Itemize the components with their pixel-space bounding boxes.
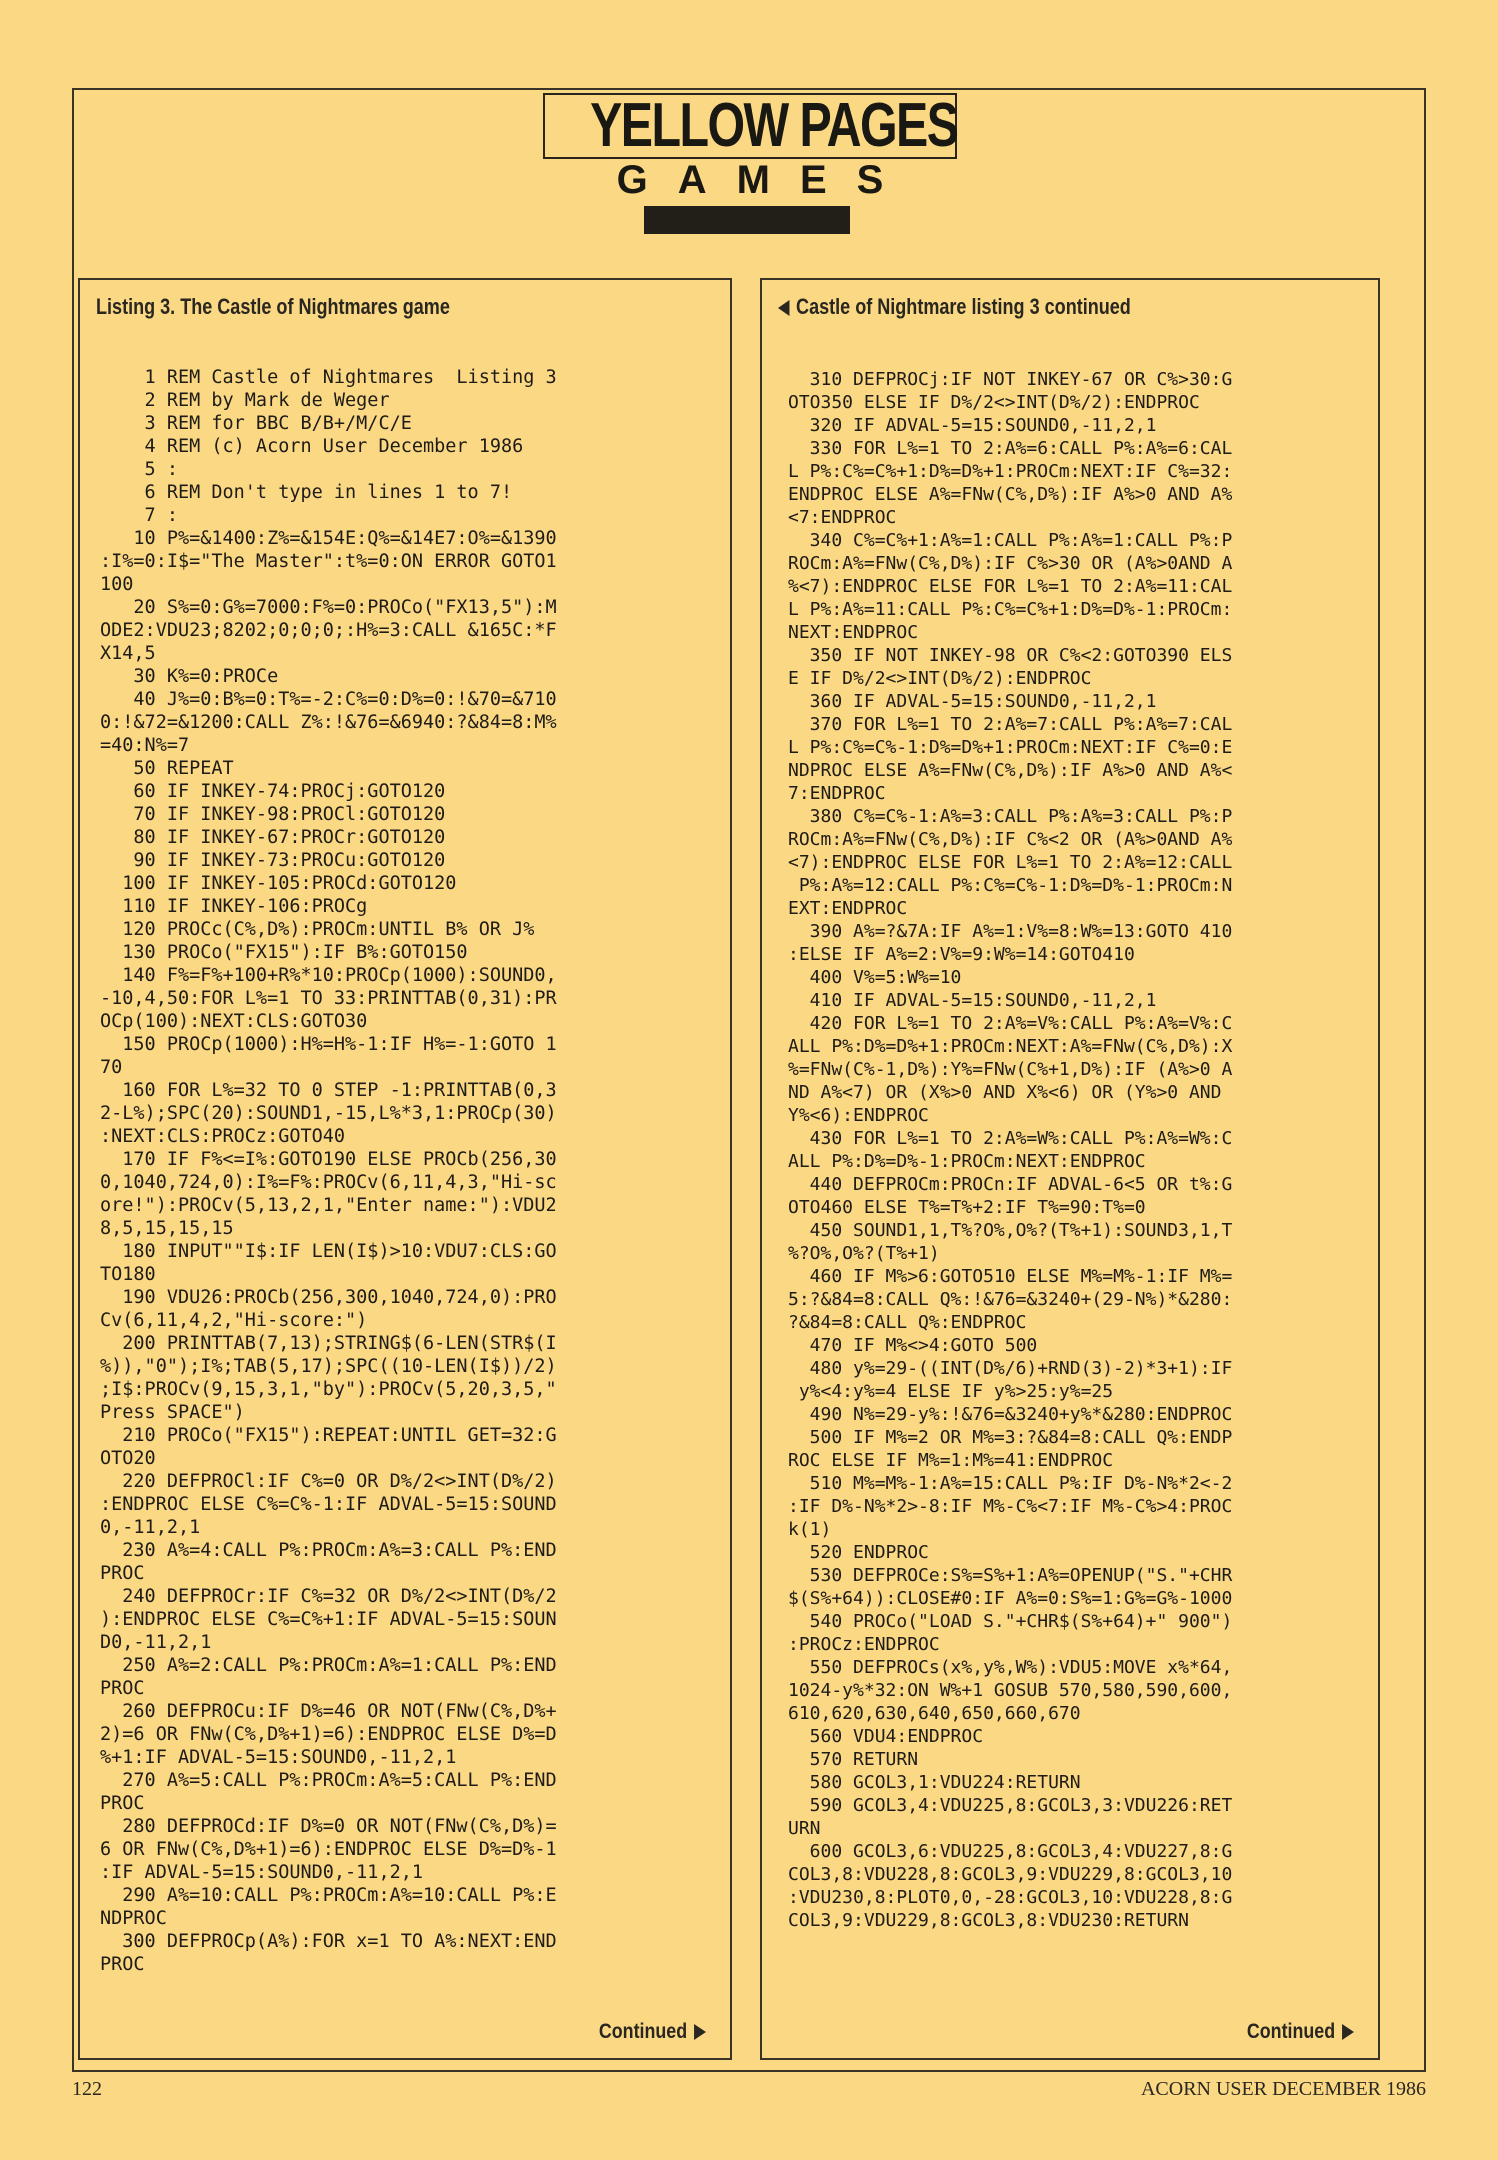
listing-continued-title bbox=[778, 294, 1131, 320]
arrow-left-icon bbox=[778, 300, 789, 316]
continued-label bbox=[1247, 2020, 1354, 2044]
continued-text: Continued bbox=[599, 2020, 688, 2043]
arrow-right-icon bbox=[694, 2024, 706, 2040]
listing-title: Listing 3. The Castle of Nightmares game bbox=[96, 294, 450, 319]
magazine-footer: ACORN USER DECEMBER 1986 bbox=[1140, 2078, 1426, 2100]
continued-label bbox=[599, 2020, 706, 2044]
code-listing-continued: 310 DEFPROCj:IF NOT INKEY-67 OR C%>30:G OTO350 ELSE IF D%/2<>INT(D%/2):ENDPROC 320 IF ADVAL-5=15:SOUND0,-11,2,1 330 FOR L%=1 TO 2:A%=6:CALL P%:A%=6:CAL L P%:C%=C%+1:D%=D%+1:PROCm:NEXT:IF C%=32: ENDPROC ELSE A%=FNw(C%,D%):IF A%>0 AND A% <7:ENDPROC 340 C%=C%+1:A%=1:CALL P%:A%=1:CALL P%:P ROCm:A%=FNw(C%,D%):IF C%>30 OR (A%>0AND A %<7):ENDPROC ELSE FOR L%=1 TO 2:A%=11:CAL L P%:A%=11:CALL P%:C%=C%+1:D%=D%-1:PROCm: NEXT:ENDPROC 350 IF NOT INKEY-98 OR C%<2:GOTO390 ELS E IF D%/2<>INT(D%/2):ENDPROC 360 IF ADVAL-5=15:SOUND0,-11,2,1 370 FOR L%=1 TO 2:A%=7:CALL P%:A%=7:CAL L P%:C%=C%-1:D%=D%+1:PROCm:NEXT:IF C%=0:E NDPROC ELSE A%=FNw(C%,D%):IF A%>0 AND A%< 7:ENDPROC 380 C%=C%-1:A%=3:CALL P%:A%=3:CALL P%:P ROCm:A%=FNw(C%,D%):IF C%<2 OR (A%>0AND A% <7):ENDPROC ELSE FOR L%=1 TO 2:A%=12:CALL P%:A%=12:CALL P%:C%=C%-1:D%=D%-1:PROCm:N EXT:ENDPROC 390 A%=?&7A:IF A%=1:V%=8:W%=13:GOTO 410 :ELSE IF A%=2:V%=9:W%=14:GOTO410 400 V%=5:W%=10 410 IF ADVAL-5=15:SOUND0,-11,2,1 420 FOR L%=1 TO 2:A%=V%:CALL P%:A%=V%:C ALL P%:D%=D%+1:PROCm:NEXT:A%=FNw(C%,D%):X %=FNw(C%-1,D%):Y%=FNw(C%+1,D%):IF (A%>0 A ND A%<7) OR (X%>0 AND X%<6) OR (Y%>0 AND Y%<6):ENDPROC 430 FOR L%=1 TO 2:A%=W%:CALL P%:A%=W%:C ALL P%:D%=D%-1:PROCm:NEXT:ENDPROC 440 DEFPROCm:PROCn:IF ADVAL-6<5 OR t%:G OTO460 ELSE T%=T%+2:IF T%=90:T%=0 450 SOUND1,1,T%?O%,O%?(T%+1):SOUND3,1,T %?O%,O%?(T%+1) 460 IF M%>6:GOTO510 ELSE M%=M%-1:IF M%= 5:?&84=8:CALL Q%:!&76=&3240+(29-N%)*&280: ?&84=8:CALL Q%:ENDPROC 470 IF M%<>4:GOTO 500 480 y%=29-((INT(D%/6)+RND(3)-2)*3+1):IF y%<4:y%=4 ELSE IF y%>25:y%=25 490 N%=29-y%:!&76=&3240+y%*&280:ENDPROC 500 IF M%=2 OR M%=3:?&84=8:CALL Q%:ENDP ROC ELSE IF M%=1:M%=41:ENDPROC 510 M%=M%-1:A%=15:CALL P%:IF D%-N%*2<-2 :IF D%-N%*2>-8:IF M%-C%<7:IF M%-C%>4:PROC k(1) 520 ENDPROC 530 DEFPROCe:S%=S%+1:A%=OPENUP("S."+CHR $(S%+64)):CLOSE#0:IF A%=0:S%=1:G%=G%-1000 540 PROCo("LOAD S."+CHR$(S%+64)+" 900") :PROCz:ENDPROC 550 DEFPROCs(x%,y%,W%):VDU5:MOVE x%*64, 1024-y%*32:ON W%+1 GOSUB 570,580,590,600, 610,620,630,640,650,660,670 560 VDU4:ENDPROC 570 RETURN 580 GCOL3,1:VDU224:RETURN 590 GCOL3,4:VDU225,8:GCOL3,3:VDU226:RET URN 600 GCOL3,6:VDU225,8:GCOL3,4:VDU227,8:G COL3,8:VDU228,8:GCOL3,9:VDU229,8:GCOL3,10 :VDU230,8:PLOT0,0,-28:GCOL3,10:VDU228,8:G COL3,9:VDU229,8:GCOL3,8:VDU230:RETURN bbox=[788, 369, 1233, 1931]
listing-left-column bbox=[78, 278, 732, 2060]
masthead bbox=[543, 93, 957, 159]
listing-continued-title-text: Castle of Nightmare listing 3 continued bbox=[796, 294, 1131, 319]
section-label: GAMES bbox=[616, 158, 914, 202]
arrow-right-icon bbox=[1342, 2024, 1354, 2040]
listing-right-column bbox=[760, 278, 1380, 2060]
masthead-bar bbox=[644, 206, 850, 234]
code-listing: 1 REM Castle of Nightmares Listing 3 2 REM by Mark de Weger 3 REM for BBC B/B+/M/C/E 4 REM (c) Acorn User December 1986 5 : 6 REM Don't type in lines 1 to 7! 7 : 10 P%=&1400:Z%=&154E:Q%=&14E7:O%=&1390 :I%=0:I$="The Master":t%=0:ON ERROR GOTO1 100 20 S%=0:G%=7000:F%=0:PROCo("FX13,5"):M ODE2:VDU23;8202;0;0;0;:H%=3:CALL &165C:*F X14,5 30 K%=0:PROCe 40 J%=0:B%=0:T%=-2:C%=0:D%=0:!&70=&710 0:!&72=&1200:CALL Z%:!&76=&6940:?&84=8:M% =40:N%=7 50 REPEAT 60 IF INKEY-74:PROCj:GOTO120 70 IF INKEY-98:PROCl:GOTO120 80 IF INKEY-67:PROCr:GOTO120 90 IF INKEY-73:PROCu:GOTO120 100 IF INKEY-105:PROCd:GOTO120 110 IF INKEY-106:PROCg 120 PROCc(C%,D%):PROCm:UNTIL B% OR J% 130 PROCo("FX15"):IF B%:GOTO150 140 F%=F%+100+R%*10:PROCp(1000):SOUND0, -10,4,50:FOR L%=1 TO 33:PRINTTAB(0,31):PR OCp(100):NEXT:CLS:GOTO30 150 PROCp(1000):H%=H%-1:IF H%=-1:GOTO 1 70 160 FOR L%=32 TO 0 STEP -1:PRINTTAB(0,3 2-L%);SPC(20):SOUND1,-15,L%*3,1:PROCp(30) :NEXT:CLS:PROCz:GOTO40 170 IF F%<=I%:GOTO190 ELSE PROCb(256,30 0,1040,724,0):I%=F%:PROCv(6,11,4,3,"Hi-sc ore!"):PROCv(5,13,2,1,"Enter name:"):VDU2 8,5,15,15,15 180 INPUT""I$:IF LEN(I$)>10:VDU7:CLS:GO TO180 190 VDU26:PROCb(256,300,1040,724,0):PRO Cv(6,11,4,2,"Hi-score:") 200 PRINTTAB(7,13);STRING$(6-LEN(STR$(I %)),"0");I%;TAB(5,17);SPC((10-LEN(I$))/2) ;I$:PROCv(9,15,3,1,"by"):PROCv(5,20,3,5," Press SPACE") 210 PROCo("FX15"):REPEAT:UNTIL GET=32:G OTO20 220 DEFPROCl:IF C%=0 OR D%/2<>INT(D%/2) :ENDPROC ELSE C%=C%-1:IF ADVAL-5=15:SOUND 0,-11,2,1 230 A%=4:CALL P%:PROCm:A%=3:CALL P%:END PROC 240 DEFPROCr:IF C%=32 OR D%/2<>INT(D%/2 ):ENDPROC ELSE C%=C%+1:IF ADVAL-5=15:SOUN D0,-11,2,1 250 A%=2:CALL P%:PROCm:A%=1:CALL P%:END PROC 260 DEFPROCu:IF D%=46 OR NOT(FNw(C%,D%+ 2)=6 OR FNw(C%,D%+1)=6):ENDPROC ELSE D%=D %+1:IF ADVAL-5=15:SOUND0,-11,2,1 270 A%=5:CALL P%:PROCm:A%=5:CALL P%:END PROC 280 DEFPROCd:IF D%=0 OR NOT(FNw(C%,D%)= 6 OR FNw(C%,D%+1)=6):ENDPROC ELSE D%=D%-1 :IF ADVAL-5=15:SOUND0,-11,2,1 290 A%=10:CALL P%:PROCm:A%=10:CALL P%:E NDPROC 300 DEFPROCp(A%):FOR x=1 TO A%:NEXT:END PROC bbox=[100, 367, 557, 1975]
page-number: 122 bbox=[72, 2078, 102, 2100]
continued-text: Continued bbox=[1247, 2020, 1336, 2043]
masthead-title: YELLOW PAGES bbox=[590, 91, 958, 160]
